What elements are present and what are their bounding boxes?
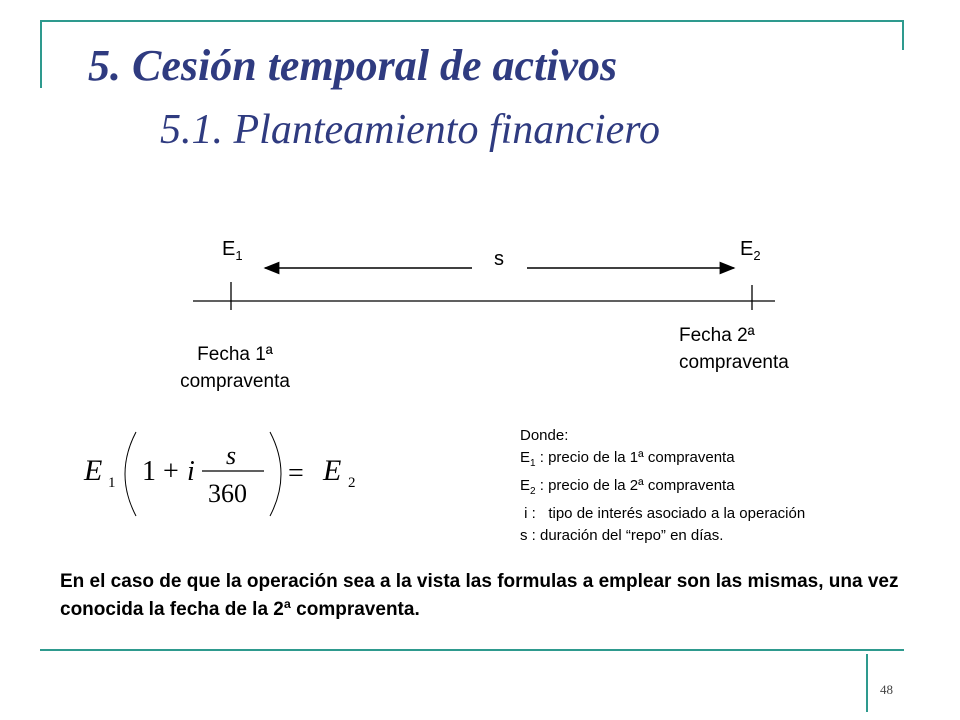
e2-label: $E_2$ [740, 238, 761, 263]
formula-sub1: 1 [108, 475, 116, 491]
left-date-label: Fecha 1ª compraventa [180, 344, 290, 392]
s-label: s [494, 248, 504, 270]
page-title: 5. Cesión temporal de activos [88, 41, 618, 90]
formula-i: i [187, 456, 195, 487]
right-paren [270, 432, 281, 516]
note-text: En el caso de que la operación sea a la vista las formulas a emplear son las mismas, una vez conocida la fecha de la 2ª compraventa. [60, 571, 899, 620]
formula-e2: E [323, 454, 342, 487]
legend-i: i : tipo de interés asociado a la operación [520, 505, 806, 522]
legend-heading: Donde: [520, 427, 569, 444]
e1-label: $E_1$ [222, 238, 243, 263]
formula-one-plus: 1 + [142, 456, 179, 487]
page-subtitle: 5.1. Planteamiento financiero [160, 107, 661, 153]
legend-e2: $E_2$ : precio de la 2ª compraventa [520, 477, 735, 497]
legend-e1: $E_1$ : precio de la 1ª compraventa [520, 449, 735, 469]
formula [78, 424, 378, 524]
formula-eq: = [288, 458, 304, 489]
formula-e1: E [84, 454, 103, 487]
legend [520, 425, 805, 547]
formula-den: 360 [208, 479, 247, 508]
page-number: 48 [880, 682, 893, 697]
formula-num: s [226, 441, 237, 470]
formula-sub2: 2 [348, 475, 356, 491]
legend-s: s : duración del “repo” en días. [520, 527, 724, 544]
right-date-label: Fecha 2ª compraventa [679, 325, 789, 373]
left-paren [125, 432, 136, 516]
